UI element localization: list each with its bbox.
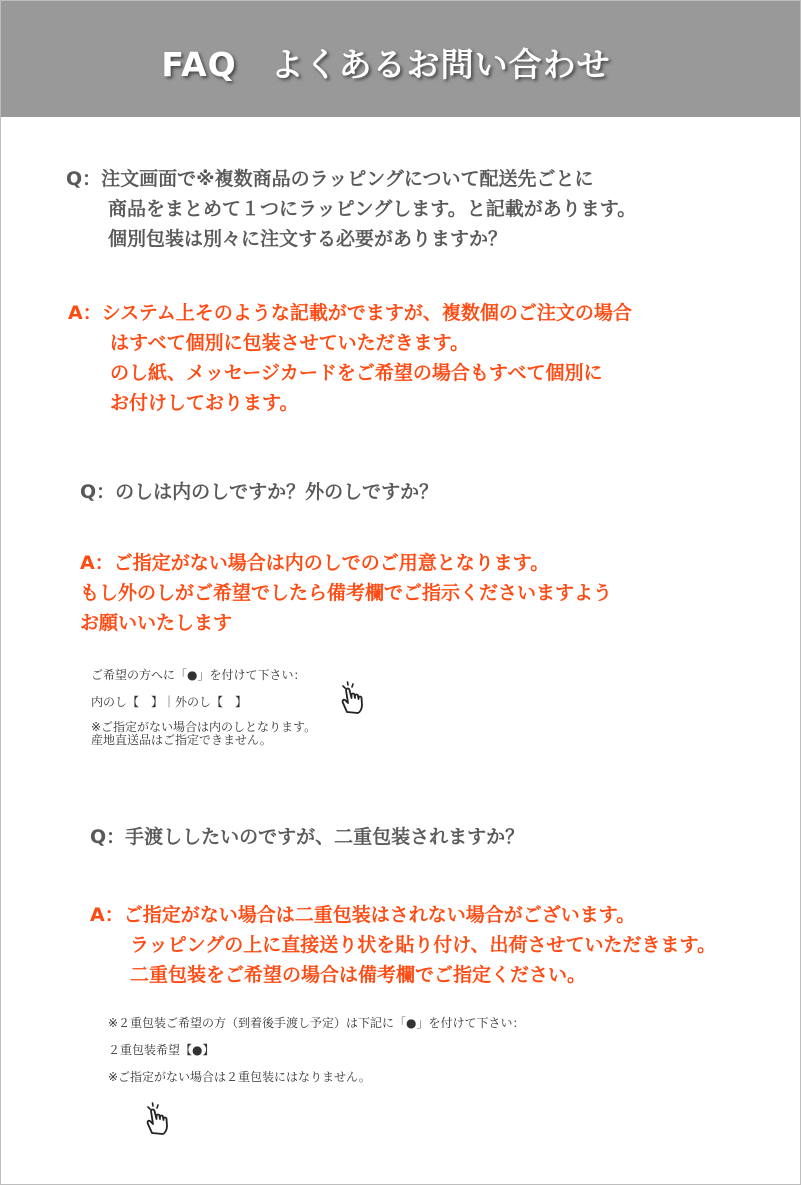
form-options: 内のし【 】｜外のし【 】 [91,695,248,709]
answer-prefix: A： [80,552,114,574]
question-prefix: Q： [90,826,126,848]
double-wrap-form-snippet [108,1017,525,1084]
answer-line: ラッピングの上に直接送り状を貼り付け、出荷させていただきます。 [130,934,716,956]
form-instruction: ※２重包装ご希望の方（到着後手渡し予定）は下記に「●」を付けて下さい： [108,1016,525,1030]
answer-line: はすべて個別に包装させていただきます。 [110,332,470,354]
answer-line: お付けしております。 [110,392,299,414]
faq-3-answer [90,900,716,990]
hand-pointer-icon [333,676,371,716]
form-note: ※ご指定がない場合は内のしとなります。 [91,720,317,734]
answer-line: 二重包装をご希望の場合は備考欄でご指定ください。 [130,964,587,986]
form-note: ※ご指定がない場合は２重包装にはなりません。 [108,1070,371,1084]
question-line: 手渡ししたいのですが、二重包装されますか？ [125,826,525,848]
answer-line: ご指定がない場合は内のしでのご用意となります。 [113,552,550,574]
noshi-form-snippet [91,669,316,747]
answer-line: もし外のしがご希望でしたら備考欄でご指示くださいますよう [80,582,613,604]
faq-2-answer [80,548,612,638]
form-note: 産地直送品はご指定できません。 [91,733,272,747]
answer-prefix: A： [90,904,124,926]
answer-line: ご指定がない場合は二重包装はされない場合がございます。 [123,904,636,926]
question-line: 個別包装は別々に注文する必要がありますか？ [108,228,508,250]
question-line: 注文画面で※複数商品のラッピングについて配送先ごとに [101,168,594,190]
form-options: ２重包装希望【●】 [108,1043,215,1057]
answer-line: お願いいたします [80,612,233,634]
faq-3-question [90,822,524,852]
page-title: FAQ よくあるお問い合わせ [161,45,611,84]
answer-prefix: A： [68,302,102,324]
question-line: 商品をまとめて１つにラッピングします。と記載があります。 [108,198,637,220]
question-line: のしは内のしですか？外のしですか？ [115,481,439,503]
question-prefix: Q： [66,168,102,190]
form-instruction: ご希望の方へに「●」を付けて下さい： [91,668,306,682]
hand-pointer-icon [138,1097,176,1137]
faq-1-question [66,164,636,254]
faq-2-question [80,477,438,507]
faq-header [1,1,800,117]
answer-line: のし紙、メッセージカードをご希望の場合もすべて個別に [110,362,603,384]
answer-line: システム上そのような記載がでますが、複数個のご注文の場合 [101,302,632,324]
question-prefix: Q： [80,481,116,503]
faq-1-answer [68,298,632,418]
